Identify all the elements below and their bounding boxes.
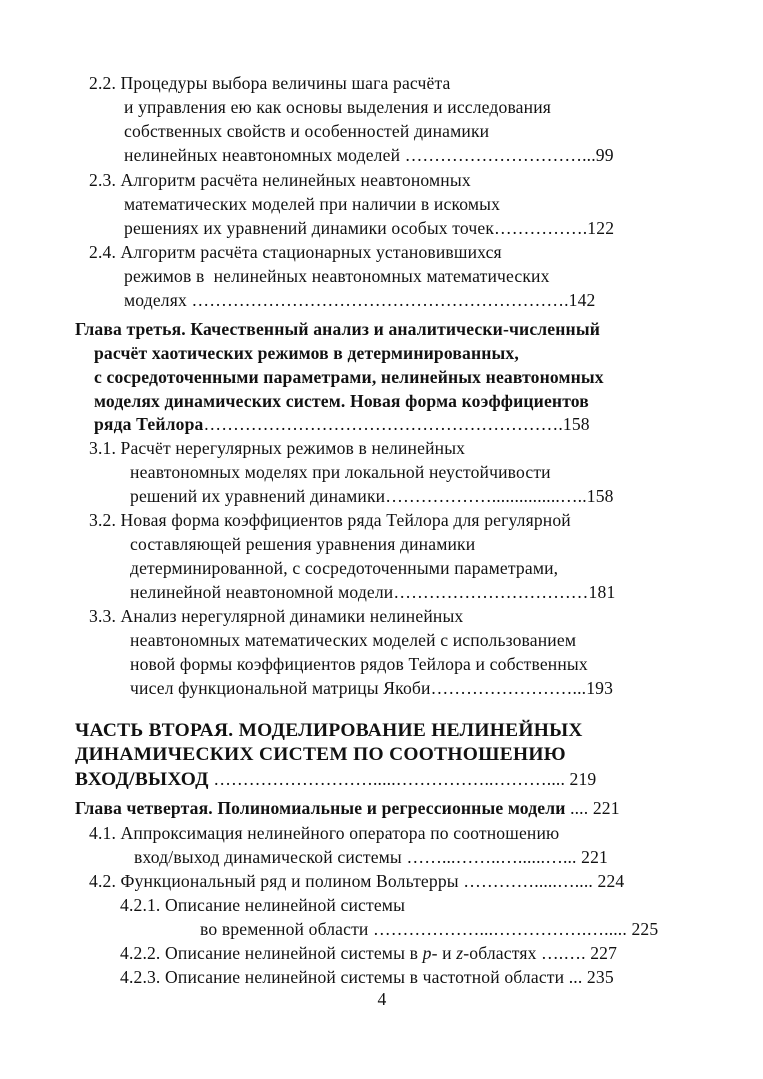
toc-entry-2-2-line3: собственных свойств и особенностей динамики xyxy=(124,121,490,141)
toc-entry-3-3-title: 3.3. Анализ нерегулярной динамики нелинейных xyxy=(89,606,464,626)
part-two-page: ……………………….....……………..……….... 219 xyxy=(208,769,597,789)
toc-entry-3-2-line2: составляющей решения уравнения динамики xyxy=(130,534,476,554)
toc-entry-2-2-line2: и управления ею как основы выделения и исследования xyxy=(124,97,551,117)
part-two-heading-tail: ВХОД/ВЫХОД xyxy=(75,769,209,790)
toc-entry-2-3-line2: математических моделей при наличии в искомых xyxy=(124,194,501,214)
chapter-3-heading-line4: моделях динамических систем. Новая форма коэффициентов xyxy=(94,391,589,411)
toc-entry-3-3-line4: чисел функциональной матрицы Якоби……………………...193 xyxy=(130,678,614,698)
toc-entry-4-2-2-part3: -областях ….…. 227 xyxy=(463,943,618,963)
toc-entry-4-2-2-p: p xyxy=(422,943,432,963)
toc-entry-2-3-title: 2.3. Алгоритм расчёта нелинейных неавтономных xyxy=(89,170,471,190)
toc-entry-4-2-2-part1: 4.2.2. Описание нелинейной системы в xyxy=(120,943,423,963)
toc-entry-4-2-2-title xyxy=(120,942,617,964)
chapter-3-heading-tail: ряда Тейлора xyxy=(94,414,204,434)
part-two-heading: ЧАСТЬ ВТОРАЯ. МОДЕЛИРОВАНИЕ НЕЛИНЕЙНЫХ xyxy=(75,720,583,741)
toc-entry-4-2-3-title: 4.2.3. Описание нелинейной системы в частотной области ... 235 xyxy=(120,967,614,987)
chapter-4-page: .... 221 xyxy=(565,798,620,818)
chapter-3-heading-line2: расчёт хаотических режимов в детерминированных, xyxy=(94,343,519,363)
chapter-4-heading-line xyxy=(75,797,620,819)
toc-entry-3-3-line3: новой формы коэффициентов рядов Тейлора и собственных xyxy=(130,654,588,674)
toc-entry-3-1-line3: решений их уравнений динамики………………...............…..158 xyxy=(130,486,614,506)
toc-entry-4-1-title: 4.1. Аппроксимация нелинейного оператора по соотношению xyxy=(89,823,560,843)
page-number: 4 xyxy=(377,989,387,1009)
toc-entry-3-2-title: 3.2. Новая форма коэффициентов ряда Тейлора для регулярной xyxy=(89,510,571,530)
chapter-3-heading-line3: с сосредоточенными параметрами, нелинейных неавтономных xyxy=(94,367,604,387)
toc-entry-4-2-title: 4.2. Функциональный ряд и полином Вольтерры ………….....….... 224 xyxy=(89,871,625,891)
toc-entry-2-2-title: 2.2. Процедуры выбора величины шага расчёта xyxy=(89,73,451,93)
toc-entry-4-1-line2: вход/выход динамической системы ……...……..…......…... 221 xyxy=(134,847,608,867)
chapter-4-heading: Глава четвертая. Полиномиальные и регрессионные модели xyxy=(75,798,566,818)
toc-entry-2-4-title: 2.4. Алгоритм расчёта стационарных установившихся xyxy=(89,242,502,262)
chapter-3-page: …………………………………………………….158 xyxy=(203,414,590,434)
toc-entry-3-2-line4: нелинейной неавтономной модели……………………………181 xyxy=(130,582,616,602)
chapter-3-heading-line5 xyxy=(94,413,590,435)
toc-entry-4-2-2-part2: - и xyxy=(431,943,457,963)
part-two-heading-line2: ДИНАМИЧЕСКИХ СИСТЕМ ПО СООТНОШЕНИЮ xyxy=(75,744,566,765)
part-two-heading-line3 xyxy=(75,767,596,791)
toc-entry-3-1-title: 3.1. Расчёт нерегулярных режимов в нелинейных xyxy=(89,438,466,458)
toc-entry-4-2-2-z: z xyxy=(456,943,464,963)
toc-entry-4-2-1-title: 4.2.1. Описание нелинейной системы xyxy=(120,895,406,915)
toc-entry-3-1-line2: неавтономных моделях при локальной неустойчивости xyxy=(130,462,551,482)
toc-entry-2-4-line2: режимов в нелинейных неавтономных математических xyxy=(124,266,550,286)
toc-entry-3-3-line2: неавтономных математических моделей с использованием xyxy=(130,630,577,650)
toc-entry-2-2-line4: нелинейных неавтономных моделей …………………………...99 xyxy=(124,145,614,165)
toc-entry-4-2-1-line2: во временной области ………………...…………….…..... 225 xyxy=(200,919,659,939)
chapter-3-heading: Глава третья. Качественный анализ и аналитически-численный xyxy=(75,319,601,339)
toc-entry-2-3-line3: решениях их уравнений динамики особых точек…………….122 xyxy=(124,218,615,238)
toc-entry-2-4-line3: моделях ……………………………………………………….142 xyxy=(124,290,596,310)
toc-entry-3-2-line3: детерминированной, с сосредоточенными параметрами, xyxy=(130,558,559,578)
